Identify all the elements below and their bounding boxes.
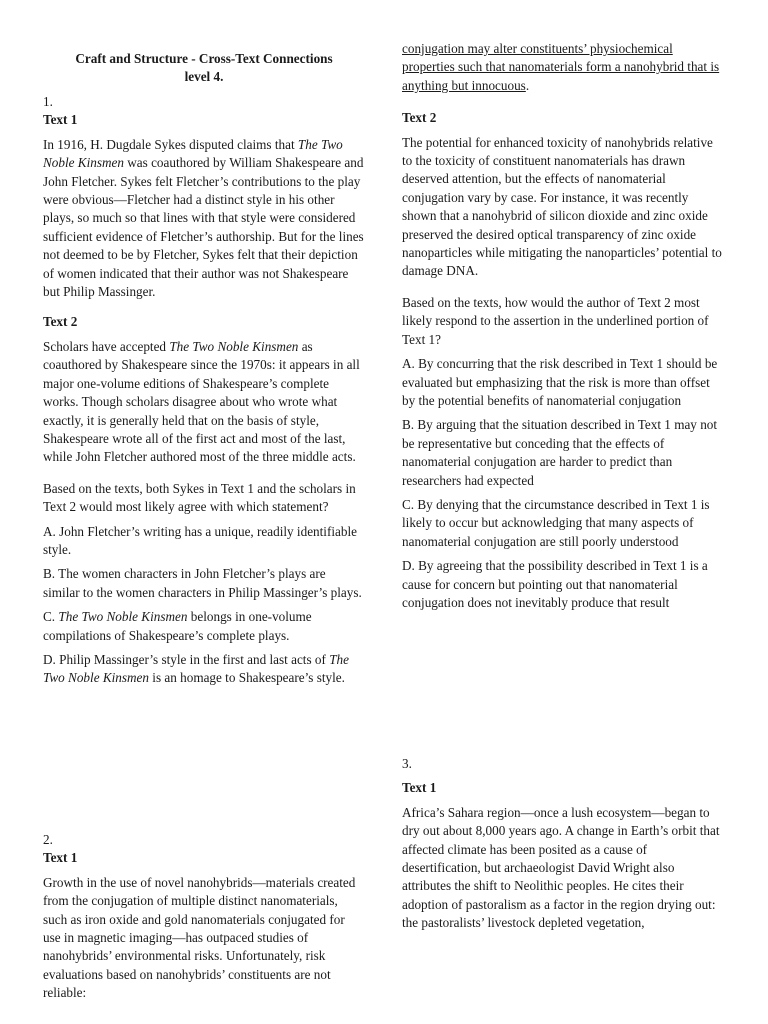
answer-option-b[interactable]: B. By arguing that the situation described in Text 1 may not be representative but conceding that the effects of nanomaterial conjugation are harder to predict than researchers had expected xyxy=(402,417,718,488)
text2-passage-part: Scholars have accepted xyxy=(43,338,170,354)
question-prompt: Based on the texts, how would the author of Text 2 most likely respond to the assertion in the underlined portion of Text 1? xyxy=(402,294,709,347)
document-title xyxy=(43,50,365,87)
answer-option-d[interactable] xyxy=(43,651,365,688)
text1-passage xyxy=(43,136,365,302)
question-prompt: Based on the texts, both Sykes in Text 1 and the scholars in Text 2 would most likely agree with which statement? xyxy=(43,480,356,515)
text2-heading: Text 2 xyxy=(402,110,437,126)
underlined-assertion: conjugation may alter constituents’ physiochemical properties such that nanomaterials form a nanohybrid that is anything but innocuous xyxy=(402,41,720,93)
text1-heading: Text 1 xyxy=(43,112,78,128)
play-title: The Two Noble Kinsmen xyxy=(169,338,299,354)
option-prefix: C. xyxy=(43,609,59,625)
question-number: 3. xyxy=(402,756,412,771)
text2-passage-part: as coauthored by Shakespeare since the 1970s: it appears in all major one-volume editions of Shakespeare’s complete works. Though scholars disagree about who wrote what exactly, it is generally held that on the basis of style, Shakespeare wrote all of the first act and most of the last, while John Fletcher authored most of the three middle acts. xyxy=(43,338,360,465)
answer-option-d[interactable]: D. By agreeing that the possibility described in Text 1 is a cause for concern but pointing out that nanomaterial conjugation does not inevitably produce that result xyxy=(402,558,708,610)
text2-heading: Text 2 xyxy=(43,314,78,330)
answer-option-a[interactable]: A. John Fletcher’s writing has a unique, readily identifiable style. xyxy=(43,523,357,557)
text2-passage xyxy=(43,338,365,467)
answer-option-c[interactable]: C. By denying that the circumstance described in Text 1 is likely to occur but acknowledging that many aspects of nanomaterial conjugation are still poorly understood xyxy=(402,496,710,549)
text1-passage-part: Growth in the use of novel nanohybrids—materials created from the conjugation of multiple distinct nanomaterials, such as iron oxide and gold nanomaterials conjugated for use in magnetic imaging—has outpaced studies of nanohybrids’ environmental risks. Unfortunately, risk evaluations based on nanohybrids’ constituents are not reliable: xyxy=(43,874,356,1001)
text2-passage: The potential for enhanced toxicity of nanohybrids relative to the toxicity of constituent nanomaterials has drawn deserved attention, but the effects of nanomaterial conjugation vary by case. For instance, it was recently shown that a nanohybrid of silicon dioxide and zinc oxide preserved the desired optical transparency of zinc oxide nanoparticles while mitigating the nanoparticles’ potential to damage DNA. xyxy=(402,134,722,279)
text1-passage-part: In 1916, H. Dugdale Sykes disputed claims that xyxy=(43,136,298,152)
option-text: is an homage to Shakespeare’s style. xyxy=(149,670,345,686)
question-number: 1. xyxy=(43,94,53,109)
play-title: The Two Noble Kinsmen xyxy=(43,136,343,171)
text1-heading: Text 1 xyxy=(402,780,437,796)
question-2-continued xyxy=(402,40,724,612)
question-2-start xyxy=(43,831,365,1003)
play-title: The Two Noble Kinsmen xyxy=(58,609,188,625)
play-title: The Two Noble Kinsmen xyxy=(43,651,349,686)
option-text: belongs in one-volume compilations of Shakespeare’s complete plays. xyxy=(43,609,312,643)
answer-option-b[interactable]: B. The women characters in John Fletcher’s plays are similar to the women characters in Philip Massinger’s plays. xyxy=(43,566,362,600)
answer-option-a[interactable]: A. By concurring that the risk described in Text 1 should be evaluated but emphasizing that the risk is more than offset by the potential benefits of nanomaterial conjugation xyxy=(402,356,718,408)
title-line-2: level 4. xyxy=(184,69,224,85)
question-3 xyxy=(402,755,724,933)
text1-passage-part: was coauthored by William Shakespeare and John Fletcher. Sykes felt Fletcher’s contributions to the play were obvious—Fletcher had a distinct style in his other plays, so much so that lines with that style were considered sufficient evidence of Fletcher’s authorship. But for the lines not deemed to be by Fletcher, Sykes felt that their depiction of women indicated that their author was not Shakespeare but Philip Massinger. xyxy=(43,155,364,300)
text1-passage xyxy=(43,874,365,1003)
question-1 xyxy=(43,93,365,688)
text1-period: . xyxy=(525,77,530,93)
title-line-1: Craft and Structure - Cross-Text Connections xyxy=(75,51,333,66)
text1-passage: Africa’s Sahara region—once a lush ecosystem—began to dry out about 8,000 years ago. A change in Earth’s orbit that affected climate has been posited as a cause of desertification, but archaeologist David Wright also attributes the shift to Neolithic peoples. He cites their adoption of pastoralism as a factor in the region drying out: the pastoralists’ livestock depleted vegetation, xyxy=(402,804,720,931)
answer-option-c[interactable] xyxy=(43,608,365,645)
question-number: 2. xyxy=(43,832,53,847)
option-text: D. Philip Massinger’s style in the first and last acts of xyxy=(43,651,330,667)
text1-continuation xyxy=(402,40,724,95)
text1-heading: Text 1 xyxy=(43,850,78,866)
